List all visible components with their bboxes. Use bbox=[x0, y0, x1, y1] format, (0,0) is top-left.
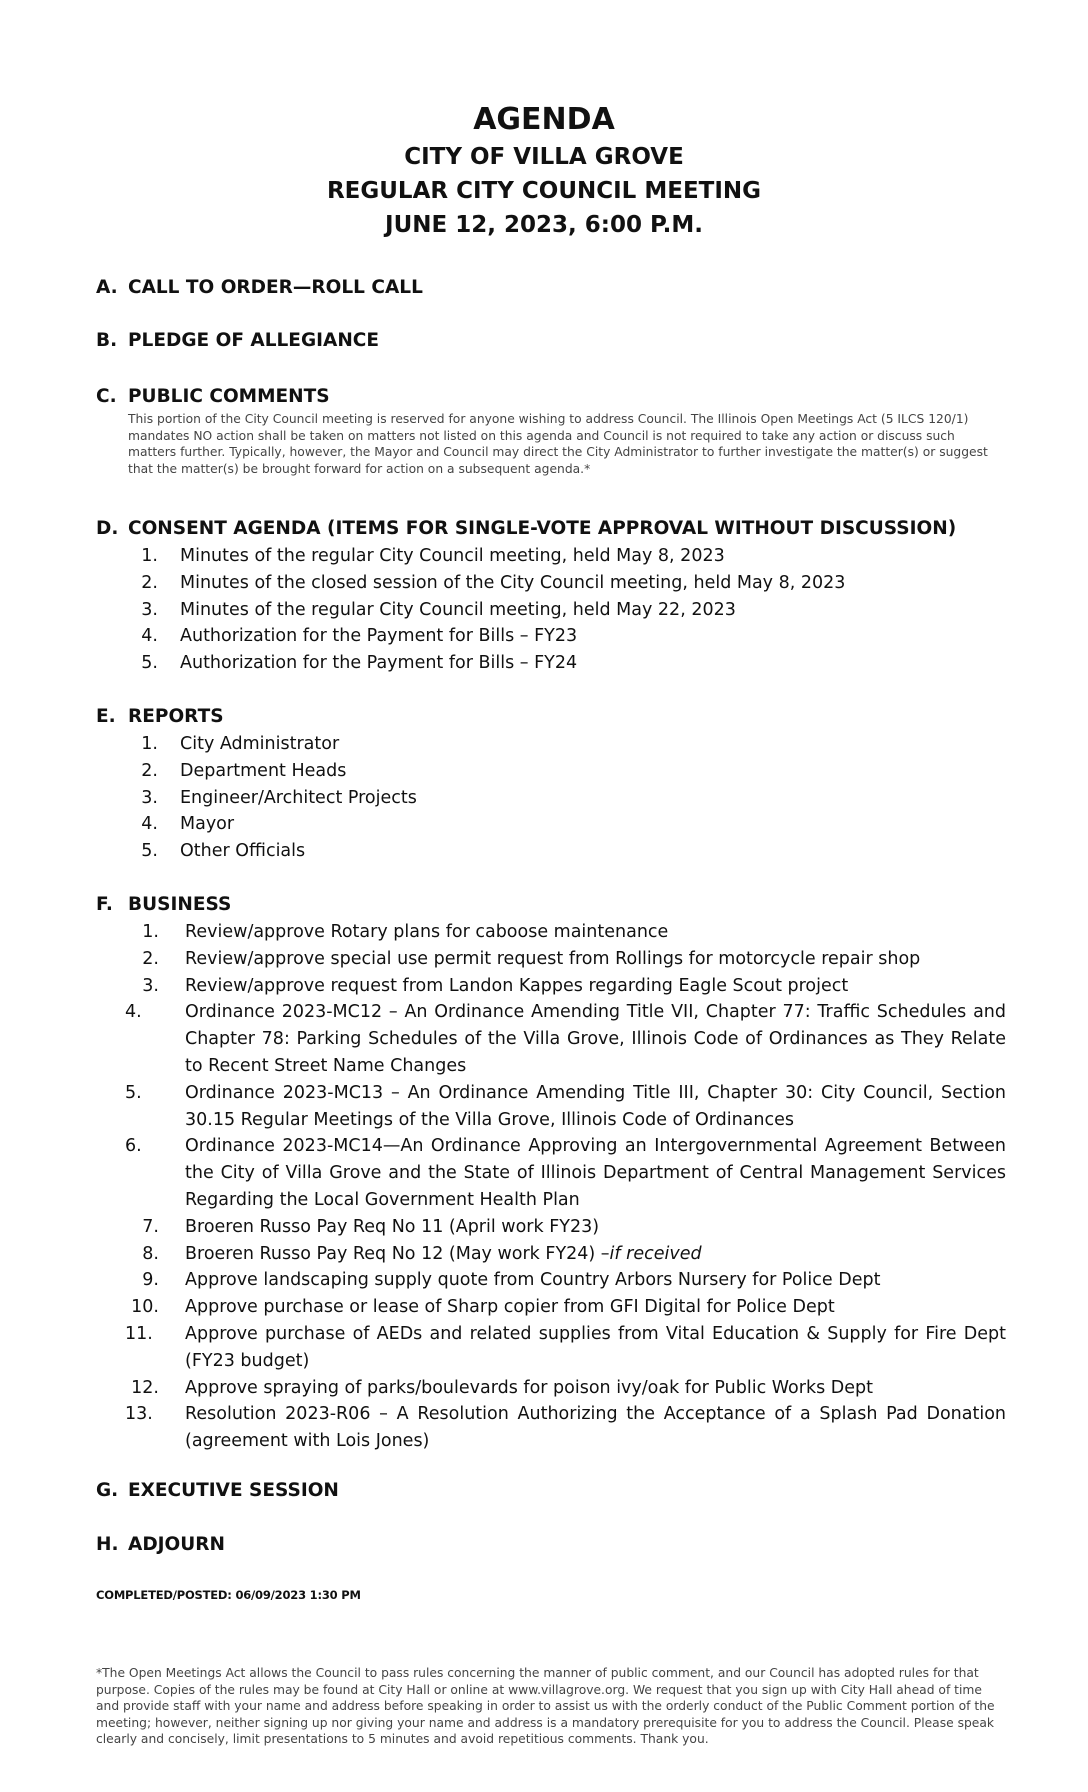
item-number: 7. bbox=[142, 1216, 159, 1237]
section-pledge bbox=[96, 329, 1006, 353]
item-number: 3. bbox=[142, 975, 159, 996]
item-text: Engineer/Architect Projects bbox=[180, 787, 417, 808]
section-reports bbox=[96, 705, 1006, 865]
item-text: Review/approve request from Landon Kappes regarding Eagle Scout project bbox=[185, 975, 849, 996]
list-item bbox=[96, 1214, 1006, 1241]
item-text: Other Officials bbox=[180, 841, 306, 862]
section-title: CALL TO ORDER—ROLL CALL bbox=[128, 277, 423, 298]
item-text: Authorization for the Payment for Bills – FY24 bbox=[180, 653, 578, 674]
item-text: Resolution 2023-R06 – A Resolution Authorizing the Acceptance of a Splash Pad Donation (agreement with Lois Jones) bbox=[185, 1404, 1006, 1452]
item-number: 11. bbox=[125, 1323, 153, 1344]
section-business bbox=[96, 893, 1006, 1455]
item-number: 1. bbox=[142, 922, 159, 942]
section-letter: B. bbox=[96, 330, 118, 351]
item-text: Approve purchase or lease of Sharp copier from GFI Digital for Police Dept bbox=[185, 1297, 835, 1318]
list-item bbox=[96, 1401, 1006, 1455]
item-text: Minutes of the regular City Council meeting, held May 8, 2023 bbox=[180, 546, 725, 566]
item-emphasis: if received bbox=[609, 1243, 702, 1264]
item-number: 4. bbox=[141, 814, 158, 835]
section-heading bbox=[96, 276, 1006, 300]
item-number: 3. bbox=[141, 787, 158, 808]
item-text: Review/approve special use permit request from Rollings for motorcycle repair shop bbox=[185, 948, 921, 969]
item-number: 3. bbox=[141, 599, 158, 620]
section-heading bbox=[96, 385, 1006, 409]
item-text: Ordinance 2023-MC14—An Ordinance Approving an Intergovernmental Agreement Between the City of Villa Grove and the State of Illinois Department of Central Management Services Regarding the Local Government Health Plan bbox=[185, 1136, 1006, 1210]
item-number: 4. bbox=[141, 626, 158, 647]
section-title: PLEDGE OF ALLEGIANCE bbox=[128, 330, 380, 351]
section-letter: E. bbox=[96, 706, 116, 727]
list-item bbox=[96, 919, 1006, 946]
section-title: ADJOURN bbox=[128, 1534, 226, 1555]
list-item bbox=[96, 731, 1006, 758]
list-item bbox=[96, 785, 1006, 812]
list-item bbox=[96, 543, 1006, 570]
section-letter: G. bbox=[96, 1480, 119, 1501]
meeting-type: REGULAR CITY COUNCIL MEETING bbox=[326, 178, 762, 204]
item-number: 8. bbox=[142, 1243, 159, 1264]
section-title: BUSINESS bbox=[128, 894, 232, 915]
list-item bbox=[96, 1267, 1006, 1294]
item-number: 4. bbox=[125, 1002, 142, 1023]
section-heading bbox=[96, 893, 1006, 917]
item-number: 2. bbox=[142, 948, 159, 969]
meeting-date: JUNE 12, 2023, 6:00 P.M. bbox=[385, 212, 703, 238]
list-item bbox=[96, 1241, 1006, 1268]
section-title: CONSENT AGENDA (ITEMS FOR SINGLE-VOTE APPROVAL WITHOUT DISCUSSION) bbox=[128, 518, 957, 539]
business-list bbox=[96, 919, 1006, 1455]
item-number: 9. bbox=[142, 1270, 159, 1291]
item-number: 10. bbox=[131, 1297, 159, 1318]
list-item bbox=[96, 811, 1006, 838]
section-executive-session bbox=[96, 1479, 1006, 1503]
item-text: Approve purchase of AEDs and related supplies from Vital Education & Supply for Fire Dept (FY23 budget) bbox=[185, 1323, 1006, 1371]
item-number: 1. bbox=[141, 734, 158, 754]
item-number: 6. bbox=[125, 1136, 142, 1157]
list-item bbox=[96, 570, 1006, 597]
item-text: Mayor bbox=[180, 814, 235, 835]
item-text: Approve landscaping supply quote from Country Arbors Nursery for Police Dept bbox=[185, 1270, 881, 1291]
section-letter: A. bbox=[96, 277, 118, 298]
list-item bbox=[96, 623, 1006, 650]
item-text: Department Heads bbox=[180, 760, 347, 781]
item-text: Minutes of the regular City Council meeting, held May 22, 2023 bbox=[180, 599, 736, 620]
list-item bbox=[96, 1294, 1006, 1321]
section-heading bbox=[96, 329, 1006, 353]
item-number: 12. bbox=[131, 1377, 159, 1398]
section-call-to-order bbox=[96, 276, 1006, 300]
section-heading bbox=[96, 705, 1006, 729]
section-heading bbox=[96, 1479, 1006, 1503]
public-comments-description: This portion of the City Council meeting is reserved for anyone wishing to address Council. The Illinois Open Meetings Act (5 ILCS 120/1) mandates NO action shall be taken on matters not listed on this agenda and Council is not required to take any action or discuss such matters further. Typically, however, the Mayor and Council may direct the City Administrator to further investigate the matter(s) or suggest that the matter(s) be brought forward for action on a subsequent agenda.* bbox=[128, 412, 988, 476]
section-consent-agenda bbox=[96, 517, 1006, 677]
item-number: 2. bbox=[141, 760, 158, 781]
footnote: *The Open Meetings Act allows the Council to pass rules concerning the manner of public comment, and our Council has adopted rules for that purpose. Copies of the rules may be found at City Hall or online at www.villagrove.org. We request that you sign up with City Hall ahead of time and provide staff with your name and address before speaking in order to assist us with the orderly conduct of the Public Comment portion of the meeting; however, neither signing up nor giving your name and address is a mandatory prerequisite for you to address the Council. Please speak clearly and concisely, limit presentations to 5 minutes and avoid repetitious comments. Thank you. bbox=[96, 1666, 995, 1747]
list-item bbox=[96, 1321, 1006, 1375]
item-number: 5. bbox=[125, 1082, 142, 1103]
item-number: 5. bbox=[141, 653, 158, 674]
list-item bbox=[96, 973, 1006, 1000]
reports-list bbox=[96, 731, 1006, 865]
section-title: EXECUTIVE SESSION bbox=[128, 1480, 339, 1501]
agenda-title: AGENDA bbox=[473, 102, 615, 137]
section-letter: C. bbox=[96, 386, 117, 407]
section-title: REPORTS bbox=[128, 706, 224, 727]
section-public-comments bbox=[96, 385, 1006, 477]
section-letter: F. bbox=[96, 894, 113, 915]
item-number: 13. bbox=[125, 1404, 153, 1425]
section-letter: D. bbox=[96, 518, 119, 539]
posted-timestamp: COMPLETED/POSTED: 06/09/2023 1:30 PM bbox=[96, 1588, 361, 1602]
list-item bbox=[96, 838, 1006, 865]
item-text: Approve spraying of parks/boulevards for poison ivy/oak for Public Works Dept bbox=[185, 1377, 873, 1398]
item-number: 5. bbox=[141, 841, 158, 862]
item-number: 1. bbox=[141, 546, 158, 566]
item-text: Review/approve Rotary plans for caboose maintenance bbox=[185, 922, 669, 942]
list-item bbox=[96, 597, 1006, 624]
section-heading bbox=[96, 517, 1006, 541]
item-number: 2. bbox=[141, 572, 158, 593]
list-item bbox=[96, 1375, 1006, 1402]
section-letter: H. bbox=[96, 1534, 119, 1555]
item-text: Ordinance 2023-MC13 – An Ordinance Amending Title III, Chapter 30: City Council, Section 30.15 Regular Meetings of the Villa Grove, Illinois Code of Ordinances bbox=[185, 1082, 1006, 1130]
item-text: Minutes of the closed session of the City Council meeting, held May 8, 2023 bbox=[180, 572, 846, 593]
city-name: CITY OF VILLA GROVE bbox=[404, 144, 684, 170]
list-item bbox=[96, 758, 1006, 785]
section-title: PUBLIC COMMENTS bbox=[128, 386, 330, 407]
agenda-header bbox=[0, 100, 1088, 242]
list-item bbox=[96, 999, 1006, 1079]
item-text: Broeren Russo Pay Req No 12 (May work FY24) – bbox=[185, 1243, 610, 1264]
section-heading bbox=[96, 1533, 1006, 1557]
list-item bbox=[96, 1133, 1006, 1213]
list-item bbox=[96, 650, 1006, 677]
list-item bbox=[96, 946, 1006, 973]
item-text: Ordinance 2023-MC12 – An Ordinance Amending Title VII, Chapter 77: Traffic Schedules and Chapter 78: Parking Schedules of the Villa Grove, Illinois Code of Ordinances as They Relate to Recent Street Name Changes bbox=[185, 1002, 1006, 1076]
list-item bbox=[96, 1080, 1006, 1134]
consent-agenda-list bbox=[96, 543, 1006, 677]
item-text: City Administrator bbox=[180, 734, 340, 754]
item-text: Authorization for the Payment for Bills – FY23 bbox=[180, 626, 578, 647]
item-text: Broeren Russo Pay Req No 11 (April work FY23) bbox=[185, 1216, 600, 1237]
section-adjourn bbox=[96, 1533, 1006, 1557]
